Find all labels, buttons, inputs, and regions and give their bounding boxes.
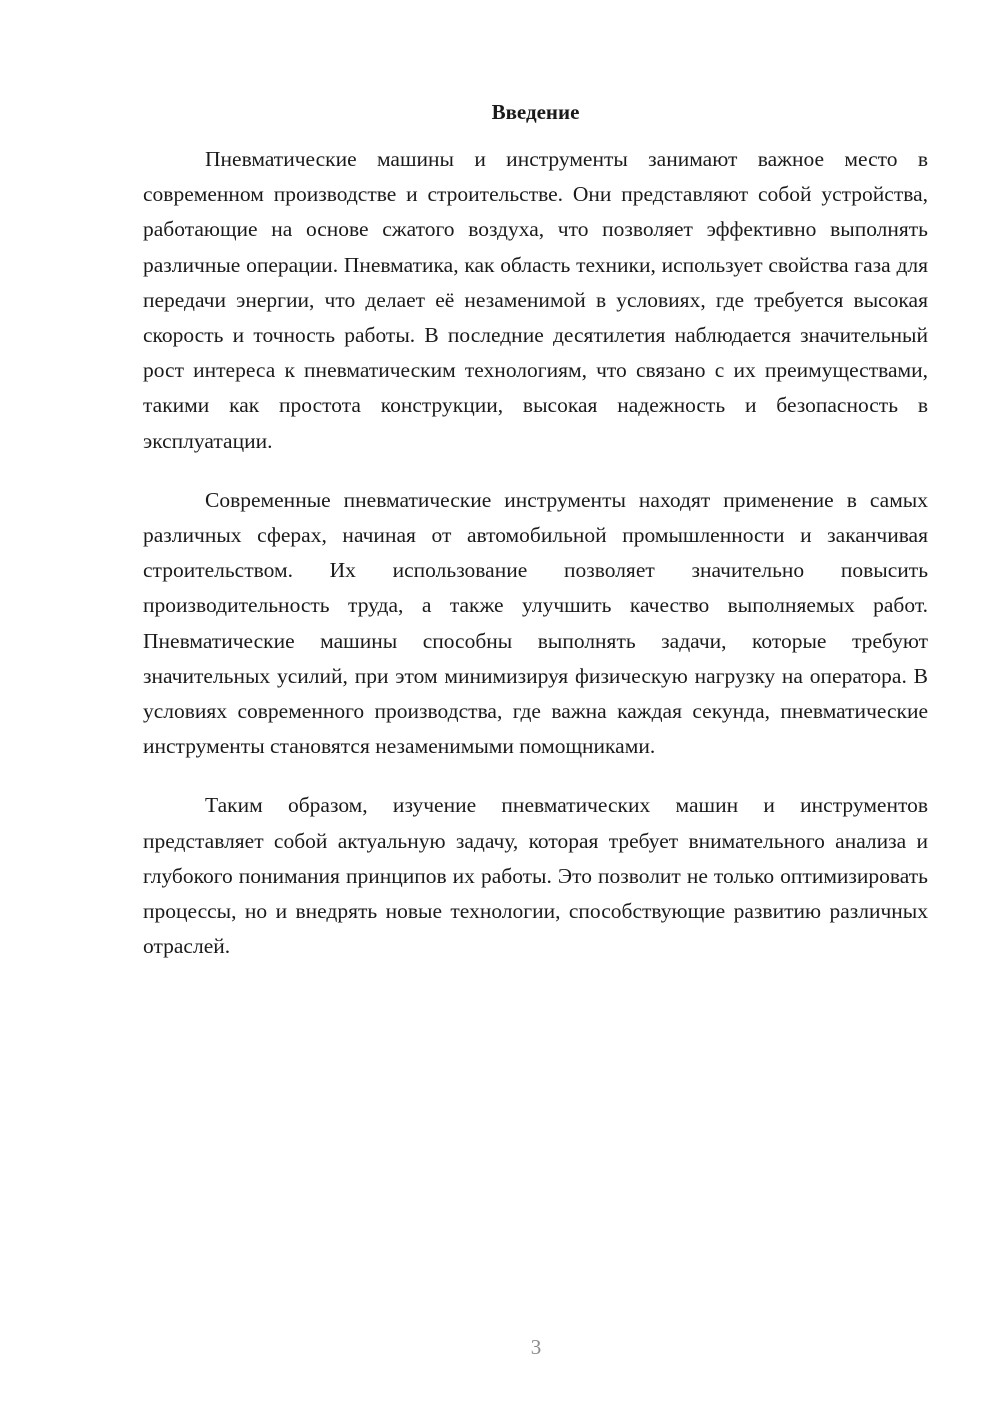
section-title: Введение	[491, 100, 580, 124]
page-number: 3	[530, 1335, 542, 1359]
paragraph-3: Таким образом, изучение пневматических машин и инструментов представляет собой актуальную задачу, которая требует внимательного анализа и глубокого понимания принципов их работы. Это позволит не только оптимизировать процессы, но и внедрять новые технологии, способствующие развитию различных отраслей.	[143, 793, 928, 959]
paragraph-1: Пневматические машины и инструменты занимают важное место в современном производстве и строительстве. Они представляют собой устройства, работающие на основе сжатого воздуха, что позволяет эффективно выполнять различные операции. Пневматика, как область техники, использует свойства газа для передачи энергии, что делает её незаменимой в условиях, где требуется высокая скорость и точность работы. В последние десятилетия наблюдается значительный рост интереса к пневматическим технологиям, что связано с их преимуществами, такими как простота конструкции, высокая надежность и безопасность в эксплуатации.	[143, 147, 928, 453]
body-text	[143, 142, 928, 988]
paragraph-2: Современные пневматические инструменты находят применение в самых различных сферах, начиная от автомобильной промышленности и заканчивая строительством. Их использование позволяет значительно повысить производительность труда, а также улучшить качество выполняемых работ. Пневматические машины способны выполнять задачи, которые требуют значительных усилий, при этом минимизируя физическую нагрузку на оператора. В условиях современного производства, где важна каждая секунда, пневматические инструменты становятся незаменимыми помощниками.	[143, 487, 928, 759]
